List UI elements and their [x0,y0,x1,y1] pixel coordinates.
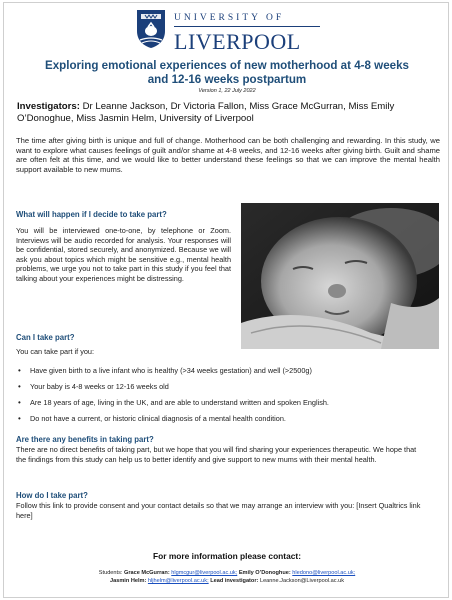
lead-investigator-email[interactable]: Leanne.Jackson@Liverpool.ac.uk [259,578,344,585]
jasmin-email-link[interactable]: hljhelm@liverpool.ac.uk; [147,578,209,585]
students-label: Students: [98,570,123,576]
emily-email-link[interactable]: hledono@liverpool.ac.uk; [292,570,356,576]
university-logo [136,9,336,57]
lead-investigator-label: Lead investigator: [210,578,259,585]
contact-details [4,569,449,586]
intro-paragraph: The time after giving birth is unique and full of change. Motherhood can be both challenging and rewarding. In this study, we want to explore what causes feelings of guilt and/or shame at 4-8 weeks, and 12-16 weeks after giving birth. Guilt and shame are often felt at this time, and we would like to better understand these feelings so that we can improve the mental health support available to new mums. [16,136,440,174]
page-title [14,59,440,86]
benefits-text: There are no direct benefits of taking part, but we hope that you will find sharing your experiences therapeutic. We hope that the findings from this study can help us to better identify and give support to new mums with their mental health. [16,445,417,464]
investigators-label: Investigators: [17,101,80,112]
version-label: Version 1, 22 July 2022 [198,88,256,94]
what-text: You will be interviewed one-to-one, by telephone or Zoom. Interviews will be audio recorded for analysis. Your responses will be confidential, stored securely, and anonymized. Because we will ask you about topics which might be sensitive e.g., mental health problems, we urge you not to take part in this study if you feel that talking about your experiences might be distressing. [16,226,231,283]
benefits-heading: Are there any benefits in taking part? [16,435,154,444]
investigators-names: Dr Leanne Jackson, Dr Victoria Fallon, Miss Grace McGurran, Miss Emily O’Donoghue, Miss Jasmin Helm, University of Liverpool [17,101,395,124]
what-heading: What will happen if I decide to take part? [16,210,167,219]
grace-email-link[interactable]: hlgmcgur@liverpool.ac.uk; [171,570,238,576]
title-line-2: and 12-16 weeks postpartum [147,72,307,86]
grace-name: Grace McGurran: [124,570,170,576]
list-item: • Your baby is 4-8 weeks or 12-16 weeks old [16,382,440,398]
can-text: You can take part if you: [16,347,95,356]
university-crest-icon [136,9,166,49]
contact-line-2 [4,577,449,585]
how-heading: How do I take part? [16,491,88,500]
eligibility-list [16,366,440,430]
list-item: • Have given birth to a live infant who is healthy (>34 weeks gestation) and well (>2500g) [16,366,440,382]
flyer-page [3,2,449,598]
sleeping-newborn-photo [241,203,439,349]
investigators [17,101,441,125]
university-label: UNIVERSITY OF [174,13,285,23]
jasmin-name: Jasmin Helm: [109,578,147,585]
can-heading: Can I take part? [16,333,75,342]
emily-name: Emily O’Donoghue: [238,570,291,576]
contact-line-1 [4,569,449,577]
how-text: Follow this link to provide consent and your contact details so that we may arrange an interview with you: [Insert Qualtrics link here] [16,501,421,520]
list-item: • Are 18 years of age, living in the UK, and are able to understand written and spoken English. [16,398,440,414]
university-name: LIVERPOOL [174,29,301,54]
logo-divider [174,26,320,27]
contact-heading: For more information please contact: [153,551,301,561]
list-item: • Do not have a current, or historic clinical diagnosis of a mental health condition. [16,414,440,430]
title-line-1: Exploring emotional experiences of new motherhood at 4-8 weeks [44,59,409,72]
